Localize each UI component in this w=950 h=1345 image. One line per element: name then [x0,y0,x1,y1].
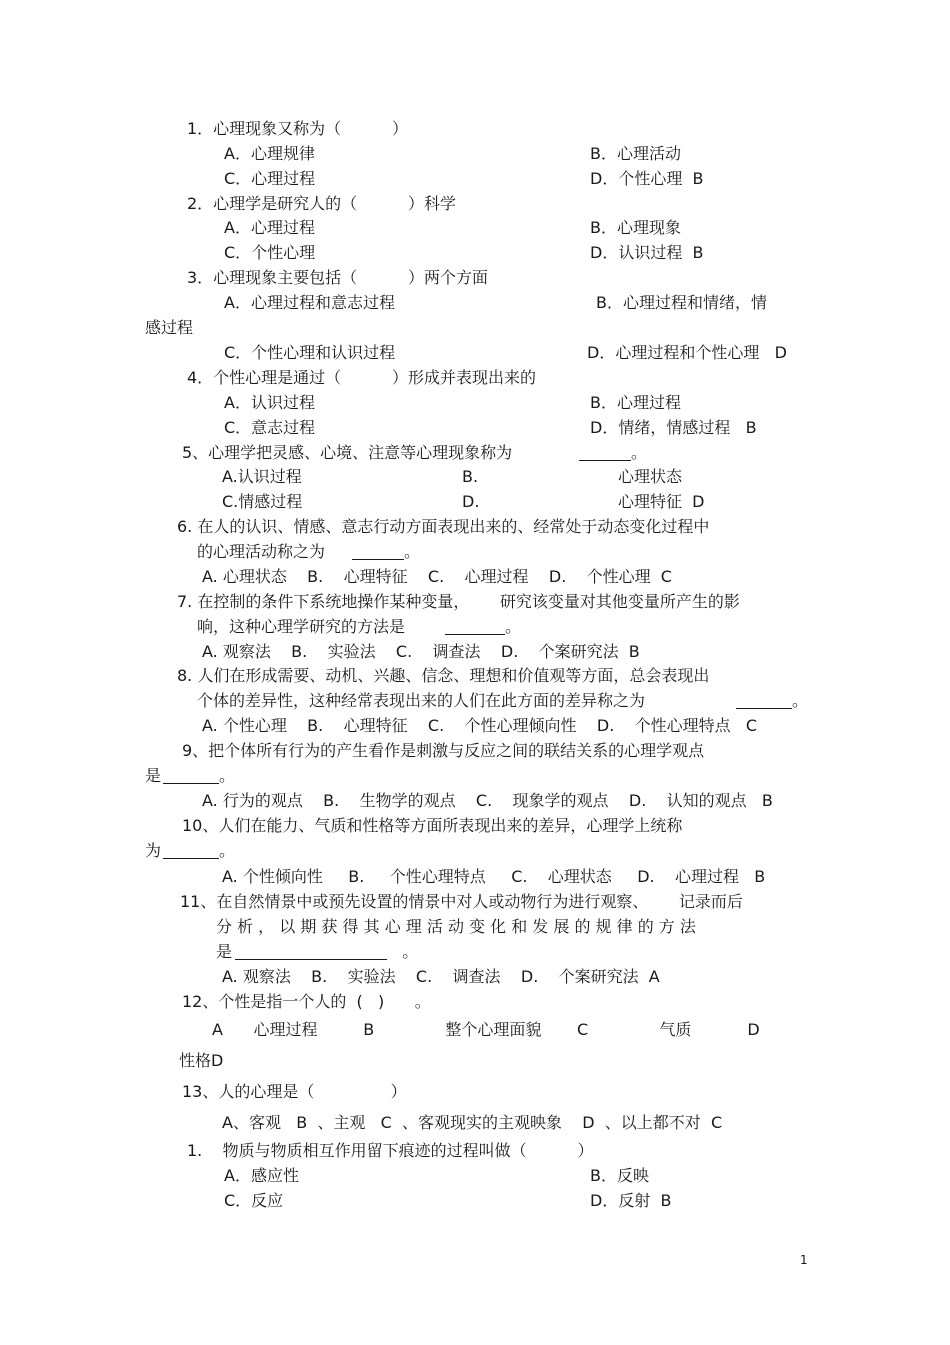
line-text: A. 心理状态 B. 心理特征 C. 心理过程 D. 个性心理 C [202,567,672,586]
line-text: B．反映 [590,1166,649,1185]
text-line-q1 [187,119,408,139]
line-text: A. 观察法 B. 实验法 C. 调查法 D. 个案研究法 A [222,967,660,986]
text-line-q6 [177,517,709,537]
line-text: A. 个性倾向性 B. 个性心理特点 C. 心理状态 D. 心理过程 B [222,867,766,886]
text-line-q7o [202,642,640,662]
text-line-q11o [222,967,660,987]
line-text: A. 观察法 B. 实验法 C. 调查法 D. 个案研究法 B [202,642,640,661]
text-line-q9o [202,791,773,811]
line-tail: 。 [219,766,236,785]
text-line-q1a [224,144,315,164]
text-line-r1d [590,1191,671,1211]
text-line-q5d [462,492,479,512]
answer-blank [163,768,219,784]
line-text: D．心理过程和个性心理 D [587,343,787,362]
line-text: A．认识过程 [224,393,315,412]
line-text: A. 行为的观点 B. 生物学的观点 C. 现象学的观点 D. 认知的观点 B [202,791,773,810]
answer-blank [736,693,792,709]
line-text: 10、人们在能力、气质和性格等方面所表现出来的差异，心理学上统称 [182,816,683,835]
line-text: 的心理活动称之为 [197,542,326,561]
line-text: A．感应性 [224,1166,299,1185]
line-text: 性格D [179,1051,224,1070]
line-text: 11、在自然情景中或预先设置的情景中对人或动物行为进行观察、 记录而后 [180,892,743,911]
answer-blank [579,445,631,461]
line-text: A、客观 B 、主观 C 、客观现实的主观映象 D 、以上都不对 C [222,1113,723,1132]
line-text: D．认识过程 B [590,243,704,262]
text-line-q3b [596,293,767,313]
text-line-q13 [182,1082,407,1102]
text-line-q1c [224,169,315,189]
text-line-q5a [222,467,302,487]
line-tail: 。 [505,617,522,636]
text-line-q4c [224,418,315,438]
text-line-q1b [590,144,681,164]
line-text: B．心理活动 [590,144,681,163]
line-text: 12、个性是指一个人的 ( ) 。 [182,992,431,1011]
text-line-q5b2 [618,467,682,487]
line-text: 2．心理学是研究人的（ ）科学 [187,194,457,213]
line-tail: 。 [219,841,236,860]
text-line-q7 [177,592,740,612]
text-line-q8b [197,691,809,711]
text-line-q2c [224,243,315,263]
line-text: 心理状态 [618,467,683,486]
text-line-q5d2 [618,492,705,512]
line-tail: 。 [387,942,419,961]
text-line-q3d [587,343,787,363]
line-text: A. 个性心理 B. 心理特征 C. 个性心理倾向性 D. 个性心理特点 C [202,716,758,735]
line-text: B．心理过程 [590,393,681,412]
answer-blank [352,544,404,560]
text-line-q10b [145,841,236,861]
line-text: 是 [145,766,162,785]
line-text: 3．心理现象主要包括（ ）两个方面 [187,268,489,287]
text-line-q4 [187,368,536,388]
text-line-q12d [179,1051,223,1071]
line-text: D．个性心理 B [590,169,704,188]
line-text: A．心理规律 [224,144,315,163]
line-text: 响，这种心理学研究的方法是 [197,617,406,636]
text-line-q2d [590,243,703,263]
line-text: D．情绪，情感过程 B [590,418,757,437]
text-line-q4a [224,393,315,413]
text-line-q5c [222,492,302,512]
text-line-q3b2 [145,318,193,338]
line-text: 为 [145,841,162,860]
line-text: 6. 在人的认识、情感、意志行动方面表现出来的、经常处于动态变化过程中 [177,517,710,536]
text-line-q12 [182,992,431,1012]
line-text: 分 析 ， 以 期 获 得 其 心 理 活 动 变 化 和 发 展 的 规 律 的 方 法 [216,917,696,936]
text-line-q3c [224,343,395,363]
line-text: C．心理过程 [224,169,316,188]
text-line-r1 [187,1141,593,1161]
text-line-r1b [590,1166,649,1186]
line-text: B．心理过程和情绪，情 [596,293,767,312]
text-line-q4d [590,418,757,438]
line-text: C．个性心理 [224,243,316,262]
line-text: C．个性心理和认识过程 [224,343,396,362]
text-line-q6o [202,567,672,587]
text-line-q11b [216,917,696,937]
text-line-r1c [224,1191,283,1211]
text-line-q10o [222,867,765,887]
text-line-q5b [462,467,478,487]
line-text: C．意志过程 [224,418,316,437]
text-line-q8 [177,666,709,686]
text-line-q9b [145,766,236,786]
text-line-q6b [197,542,421,562]
line-tail: 。 [404,542,421,561]
text-line-q8o [202,716,757,736]
line-tail: 。 [631,443,648,462]
text-line-q4b [590,393,681,413]
text-line-q11c [216,942,419,962]
line-text: 个体的差异性，这种经常表现出来的人们在此方面的差异称之为 [197,691,646,710]
line-text: 9、把个体所有行为的产生看作是刺激与反应之间的联结关系的心理学观点 [182,741,705,760]
answer-blank [235,944,387,960]
text-line-q3a [224,293,395,313]
answer-blank [445,619,505,635]
line-tail: 。 [792,691,809,710]
text-line-q9 [182,741,704,761]
line-text: D．反射 B [590,1191,672,1210]
text-line-q11 [180,892,743,912]
text-line-q12o [212,1020,760,1040]
text-line-q10 [182,816,682,836]
text-line-q2b [590,218,681,238]
line-text: 5、心理学把灵感、心境、注意等心理现象称为 [182,443,513,462]
line-text: A．心理过程和意志过程 [224,293,395,312]
line-text: 7. 在控制的条件下系统地操作某种变量， 研究该变量对其他变量所产生的影 [177,592,740,611]
line-text: 8. 人们在形成需要、动机、兴趣、信念、理想和价值观等方面，总会表现出 [177,666,710,685]
line-text: D. [462,492,480,511]
line-text: 是 [216,942,233,961]
text-line-q1d [590,169,703,189]
line-text: A．心理过程 [224,218,315,237]
text-line-q13o [222,1113,722,1133]
page-number: 1 [800,1253,808,1267]
line-text: 13、人的心理是（ ） [182,1082,407,1101]
line-text: C．反应 [224,1191,284,1210]
line-text: 感过程 [145,318,194,337]
line-text: B．心理现象 [590,218,681,237]
line-text: A 心理过程 B 整个心理面貌 C 气质 D [212,1020,760,1039]
text-line-q7b [197,617,522,637]
line-text: A.认识过程 [222,467,302,486]
line-text: 1．心理现象又称为（ ） [187,119,409,138]
text-line-q2a [224,218,315,238]
text-line-q3 [187,268,488,288]
text-line-q5 [182,443,648,463]
line-text: B. [462,467,479,486]
line-text: 1. 物质与物质相互作用留下痕迹的过程叫做（ ） [187,1141,594,1160]
text-line-r1a [224,1166,299,1186]
line-text: 心理特征 D [618,492,705,511]
line-text: 4．个性心理是通过（ ）形成并表现出来的 [187,368,537,387]
text-line-q2 [187,194,456,214]
answer-blank [163,843,219,859]
line-text: C.情感过程 [222,492,303,511]
